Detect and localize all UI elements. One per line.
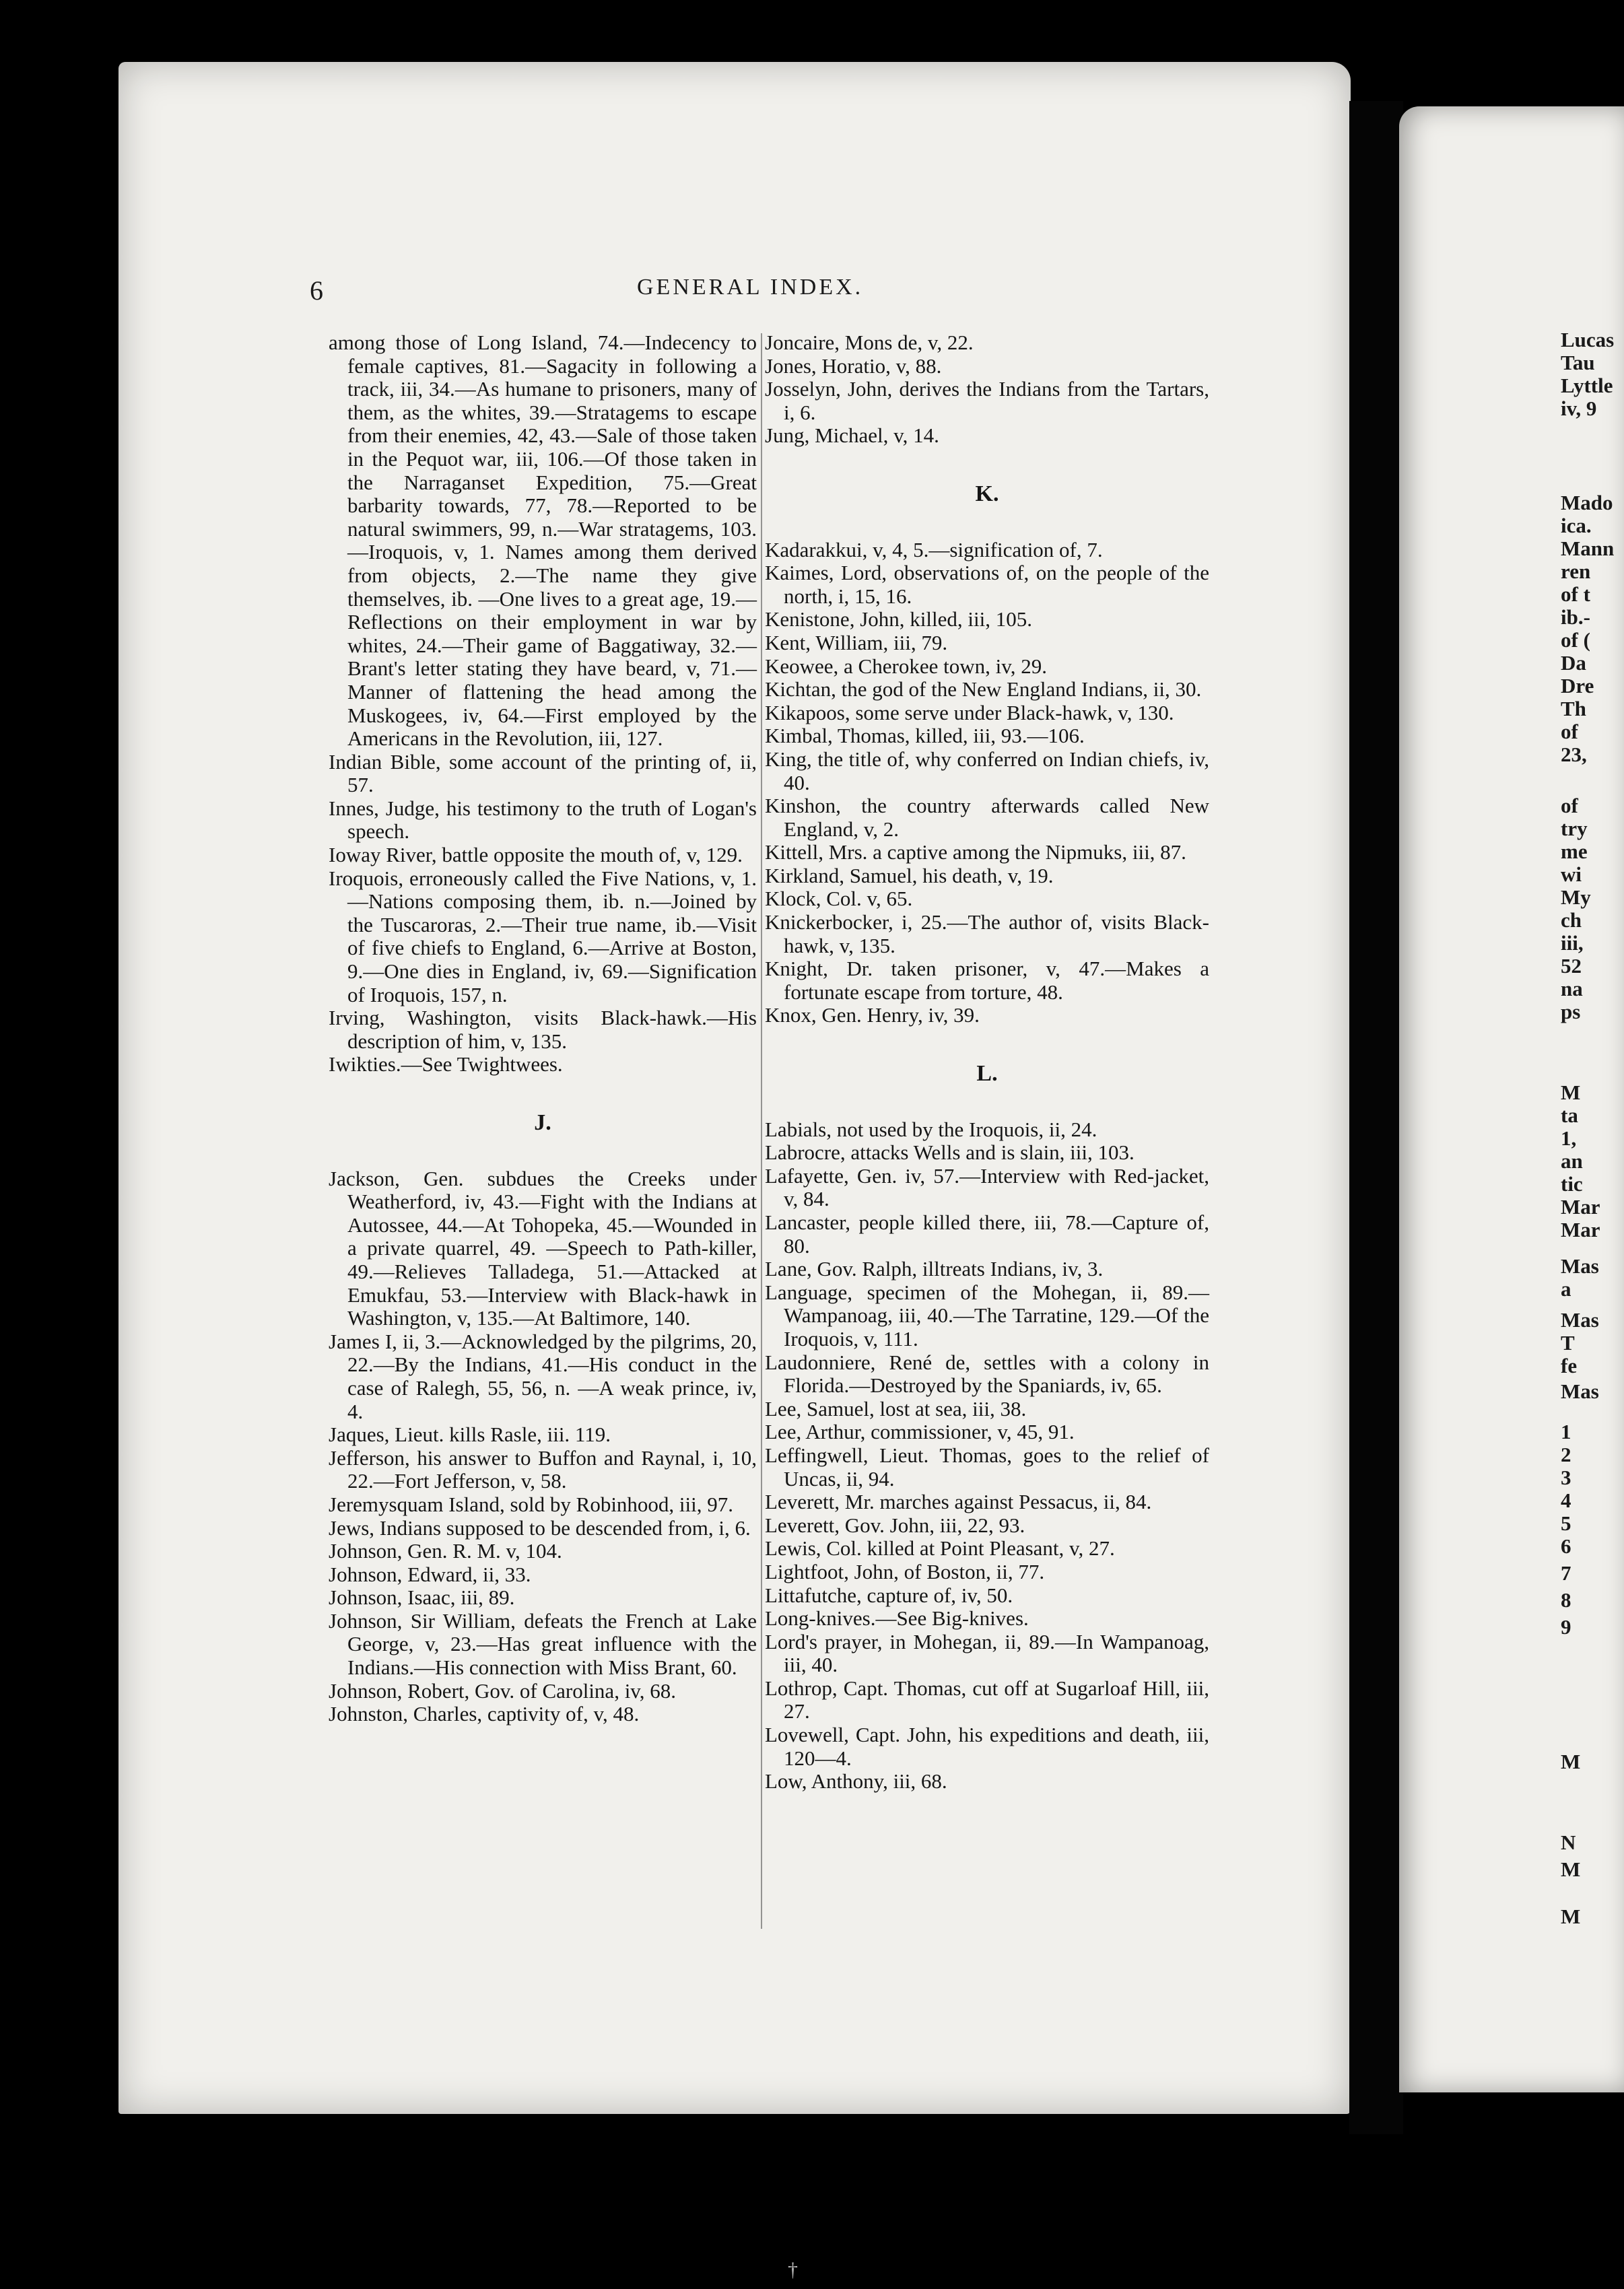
facing-page-fragment: 5 — [1561, 1511, 1571, 1535]
index-entry: Iroquois, erroneously called the Five Nations, v, 1.—Nations composing them, ib. n.—Joined by the Tuscaroras, 2.—Their true name, ib.—Visit of five chiefs to England, 6.—Arrive at Boston, 9.—One dies in England, iv, 69.—Signification of Iroquois, 157, n. — [329, 866, 757, 1006]
book-gutter — [1349, 101, 1403, 2134]
facing-page-fragment: ren — [1561, 559, 1591, 583]
facing-page-fragment: na — [1561, 977, 1583, 1000]
index-entry: James I, ii, 3.—Acknowledged by the pilgrims, 20, 22.—By the Indians, 41.—His conduct in the case of Ralegh, 55, 56, n. —A weak prince, iv, 4. — [329, 1329, 757, 1423]
facing-page-fragment: of — [1561, 794, 1578, 817]
facing-page-fragment: an — [1561, 1149, 1583, 1173]
facing-page-fragment: 2 — [1561, 1443, 1571, 1466]
facing-page-fragment: 3 — [1561, 1466, 1571, 1489]
facing-page-fragment: M — [1561, 1750, 1581, 1773]
index-entry: Jackson, Gen. subdues the Creeks under Weatherford, iv, 43.—Fight with the Indians at Autossee, 44.—At Tohopeka, 45.—Wounded in a private quarrel, 49. —Speech to Path-killer, 49.—Relieves Talladega, 51.—Attacked at Emukfau, 53.—Interview with Black-hawk in Washington, v, 135.—At Baltimore, 140. — [329, 1166, 757, 1330]
index-entry: Jaques, Lieut. kills Rasle, iii. 119. — [329, 1423, 611, 1447]
facing-page-fragment: 6 — [1561, 1534, 1571, 1558]
index-column-right — [765, 331, 1209, 1793]
facing-page-fragment: 52 — [1561, 954, 1582, 978]
index-entry: Leverett, Mr. marches against Pessacus, ii, 84. — [765, 1490, 1152, 1514]
facing-page-fragment: M — [1561, 1857, 1581, 1881]
index-entry: Lightfoot, John, of Boston, ii, 77. — [765, 1559, 1045, 1583]
index-entry: Jung, Michael, v, 14. — [765, 423, 939, 448]
index-entry: Knight, Dr. taken prisoner, v, 47.—Makes a fortunate escape from torture, 48. — [765, 957, 1209, 1004]
index-entry: Johnston, Charles, captivity of, v, 48. — [329, 1702, 640, 1726]
index-entry: Kinshon, the country afterwards called New England, v, 2. — [765, 794, 1209, 841]
facing-page-fragment: 4 — [1561, 1489, 1571, 1512]
facing-page-fragment: M — [1561, 1905, 1581, 1928]
facing-page-fragment: Da — [1561, 651, 1586, 675]
facing-page-fragment: Tau — [1561, 351, 1595, 374]
index-entry: Johnson, Edward, ii, 33. — [329, 1562, 531, 1586]
facing-page-fragment: of t — [1561, 582, 1590, 606]
index-entry: Littafutche, capture of, iv, 50. — [765, 1583, 1013, 1607]
facing-page-fragment: tic — [1561, 1172, 1583, 1196]
page-number: 6 — [310, 275, 323, 306]
index-entry: Kittell, Mrs. a captive among the Nipmuks, iii, 87. — [765, 840, 1186, 864]
facing-page-fragment: Lucas — [1561, 328, 1615, 351]
index-entry: Lovewell, Capt. John, his expeditions and death, iii, 120—4. — [765, 1723, 1209, 1770]
index-entry: Language, specimen of the Mohegan, ii, 89.—Wampanoag, iii, 40.—The Tarratine, 129.—Of the Iroquois, v, 111. — [765, 1280, 1209, 1351]
index-entry: Jews, Indians supposed to be descended from, i, 6. — [329, 1515, 751, 1540]
facing-page-fragment: ica. — [1561, 514, 1592, 537]
entry-list — [765, 331, 1209, 448]
facing-page-fragment: N — [1561, 1831, 1576, 1854]
index-entry: Lord's prayer, in Mohegan, ii, 89.—In Wampanoag, iii, 40. — [765, 1629, 1209, 1677]
index-entry: Knox, Gen. Henry, iv, 39. — [765, 1003, 980, 1027]
index-entry: Jefferson, his answer to Buffon and Raynal, i, 10, 22.—Fort Jefferson, v, 58. — [329, 1445, 757, 1493]
index-entry: Labials, not used by the Iroquois, ii, 24. — [765, 1117, 1097, 1141]
facing-page-fragment: a — [1561, 1277, 1571, 1301]
facing-page-fragment: Lyttle — [1561, 374, 1613, 397]
facing-page-fragment: 1, — [1561, 1126, 1577, 1150]
facing-page-fragment: 1 — [1561, 1420, 1571, 1443]
entry-list — [765, 539, 1209, 1027]
index-entry: Jeremysquam Island, sold by Robinhood, iii, 97. — [329, 1492, 734, 1516]
index-entry: Labrocre, attacks Wells and is slain, iii, 103. — [765, 1140, 1135, 1165]
index-entry: Low, Anthony, iii, 68. — [765, 1769, 947, 1793]
entry-list — [329, 331, 757, 1077]
index-entry: among those of Long Island, 74.—Indecency to female captives, 81.—Sagacity in following a track, iii, 34.—As humane to prisoners, many of them, as the whites, 39.—Stratagems to escape from their enemies, 42, 43.—Sale of those taken in the Pequot war, iii, 106.—Of those taken in the Narraganset Expedition, 75.—Great barbarity towards, 77, 78.—Reported to be natural swimmers, 99, n.—War stratagems, 103.—Iroquois, v, 1. Names among them derived from objects, 2.—The name they give themselves, ib. —One lives to a great age, 19.—Reflections on their employment in war by whites, 24.—Their game of Baggatiway, 32.—Brant's letter stating they have beard, v, 71.—Manner of flattening the head among the Muskogees, iv, 64.—First employed by the Americans in the Revolution, iii, 127. — [329, 331, 757, 751]
index-entry: Kimbal, Thomas, killed, iii, 93.—106. — [765, 724, 1085, 748]
section-heading-j: J. — [534, 1110, 551, 1135]
index-entry: Indian Bible, some account of the printing of, ii, 57. — [329, 749, 757, 797]
section-heading-l: L. — [976, 1061, 998, 1087]
facing-page-fragment: Dre — [1561, 674, 1594, 697]
index-entry: Lee, Arthur, commissioner, v, 45, 91. — [765, 1420, 1075, 1444]
facing-page-fragment: Mas — [1561, 1254, 1599, 1278]
facing-page-fragment: Mado — [1561, 491, 1613, 514]
facing-page-fragment: M — [1561, 1081, 1581, 1104]
facing-page-fragment: ib.- — [1561, 605, 1590, 629]
facing-page-fragment: iii, — [1561, 931, 1584, 955]
facing-page-fragment: Mar — [1561, 1218, 1600, 1241]
facing-page-fragment: ta — [1561, 1103, 1578, 1127]
index-entry: Irving, Washington, visits Black-hawk.—His description of him, v, 135. — [329, 1006, 757, 1053]
facing-page-fragment: My — [1561, 885, 1591, 909]
running-head: GENERAL INDEX. — [637, 275, 864, 300]
index-entry: Kent, William, iii, 79. — [765, 630, 948, 654]
facing-page-fragment: 23, — [1561, 743, 1587, 766]
facing-page-fragment: ps — [1561, 1000, 1581, 1023]
index-entry: Keowee, a Cherokee town, iv, 29. — [765, 654, 1047, 678]
facing-page-fragment: 7 — [1561, 1561, 1571, 1585]
index-entry: Long-knives.—See Big-knives. — [765, 1606, 1029, 1631]
index-entry: Lafayette, Gen. iv, 57.—Interview with Red-jacket, v, 84. — [765, 1163, 1209, 1211]
facing-page-fragment: Mar — [1561, 1195, 1600, 1219]
section-heading-k: K. — [975, 481, 999, 506]
entry-list — [765, 1118, 1209, 1793]
facing-page-fragment: Mas — [1561, 1308, 1599, 1332]
index-entry: Kenistone, John, killed, iii, 105. — [765, 607, 1032, 631]
facing-page-fragment: of ( — [1561, 628, 1590, 652]
index-entry: King, the title of, why conferred on Indian chiefs, iv, 40. — [765, 747, 1209, 794]
facing-page-fragment: Th — [1561, 697, 1586, 720]
index-entry: Kikapoos, some serve under Black-hawk, v, 130. — [765, 700, 1174, 724]
facing-page-fragment: me — [1561, 840, 1588, 863]
facing-page-fragment: iv, 9 — [1561, 397, 1597, 420]
index-entry: Lee, Samuel, lost at sea, iii, 38. — [765, 1396, 1027, 1421]
column-divider — [761, 333, 762, 1929]
index-entry: Iwikties.—See Twightwees. — [329, 1052, 563, 1077]
index-entry: Innes, Judge, his testimony to the truth of Logan's speech. — [329, 796, 757, 844]
index-entry: Laudonniere, René de, settles with a colony in Florida.—Destroyed by the Spaniards, iv, 65. — [765, 1350, 1209, 1398]
index-entry: Ioway River, battle opposite the mouth of, v, 129. — [329, 843, 743, 867]
facing-page-fragment: 8 — [1561, 1588, 1571, 1612]
index-entry: Jones, Horatio, v, 88. — [765, 353, 942, 378]
index-entry: Kichtan, the god of the New England Indians, ii, 30. — [765, 677, 1202, 702]
entry-list — [329, 1167, 757, 1726]
index-entry: Leffingwell, Lieut. Thomas, goes to the relief of Uncas, ii, 94. — [765, 1443, 1209, 1491]
index-entry: Lothrop, Capt. Thomas, cut off at Sugarloaf Hill, iii, 27. — [765, 1676, 1209, 1723]
facing-page-fragment: ch — [1561, 908, 1582, 932]
index-entry: Johnson, Sir William, defeats the French at Lake George, v, 23.—Has great influence with the Indians.—His connection with Miss Brant, 60. — [329, 1608, 757, 1680]
index-entry: Johnson, Robert, Gov. of Carolina, iv, 68. — [329, 1678, 677, 1703]
index-entry: Joncaire, Mons de, v, 22. — [765, 331, 974, 354]
facing-page-fragment: wi — [1561, 862, 1582, 886]
facing-page-fragment: of — [1561, 720, 1578, 743]
facing-page-fragment: Mas — [1561, 1379, 1599, 1403]
index-entry: Josselyn, John, derives the Indians from the Tartars, i, 6. — [765, 377, 1209, 424]
facing-page-fragment: fe — [1561, 1354, 1578, 1377]
facing-page-fragment: Mann — [1561, 537, 1615, 560]
index-entry: Knickerbocker, i, 25.—The author of, visits Black-hawk, v, 135. — [765, 910, 1209, 957]
index-entry: Lewis, Col. killed at Point Pleasant, v, 27. — [765, 1536, 1115, 1561]
facing-page-fragment: 9 — [1561, 1615, 1571, 1639]
index-entry: Lane, Gov. Ralph, illtreats Indians, iv, 3. — [765, 1257, 1104, 1281]
index-entry: Kadarakkui, v, 4, 5.—signification of, 7. — [765, 537, 1103, 561]
index-entry: Kirkland, Samuel, his death, v, 19. — [765, 863, 1054, 887]
index-column-left — [329, 331, 757, 1726]
facing-page-fragment: try — [1561, 817, 1588, 840]
index-entry: Kaimes, Lord, observations of, on the people of the north, i, 15, 16. — [765, 561, 1209, 608]
index-entry: Johnson, Isaac, iii, 89. — [329, 1585, 515, 1610]
index-entry: Leverett, Gov. John, iii, 22, 93. — [765, 1513, 1025, 1537]
index-entry: Klock, Col. v, 65. — [765, 887, 913, 911]
facing-page-fragment: T — [1561, 1331, 1575, 1355]
scan-mark: † — [788, 2259, 798, 2281]
index-entry: Lancaster, people killed there, iii, 78.—Capture of, 80. — [765, 1210, 1209, 1258]
index-entry: Johnson, Gen. R. M. v, 104. — [329, 1539, 562, 1563]
